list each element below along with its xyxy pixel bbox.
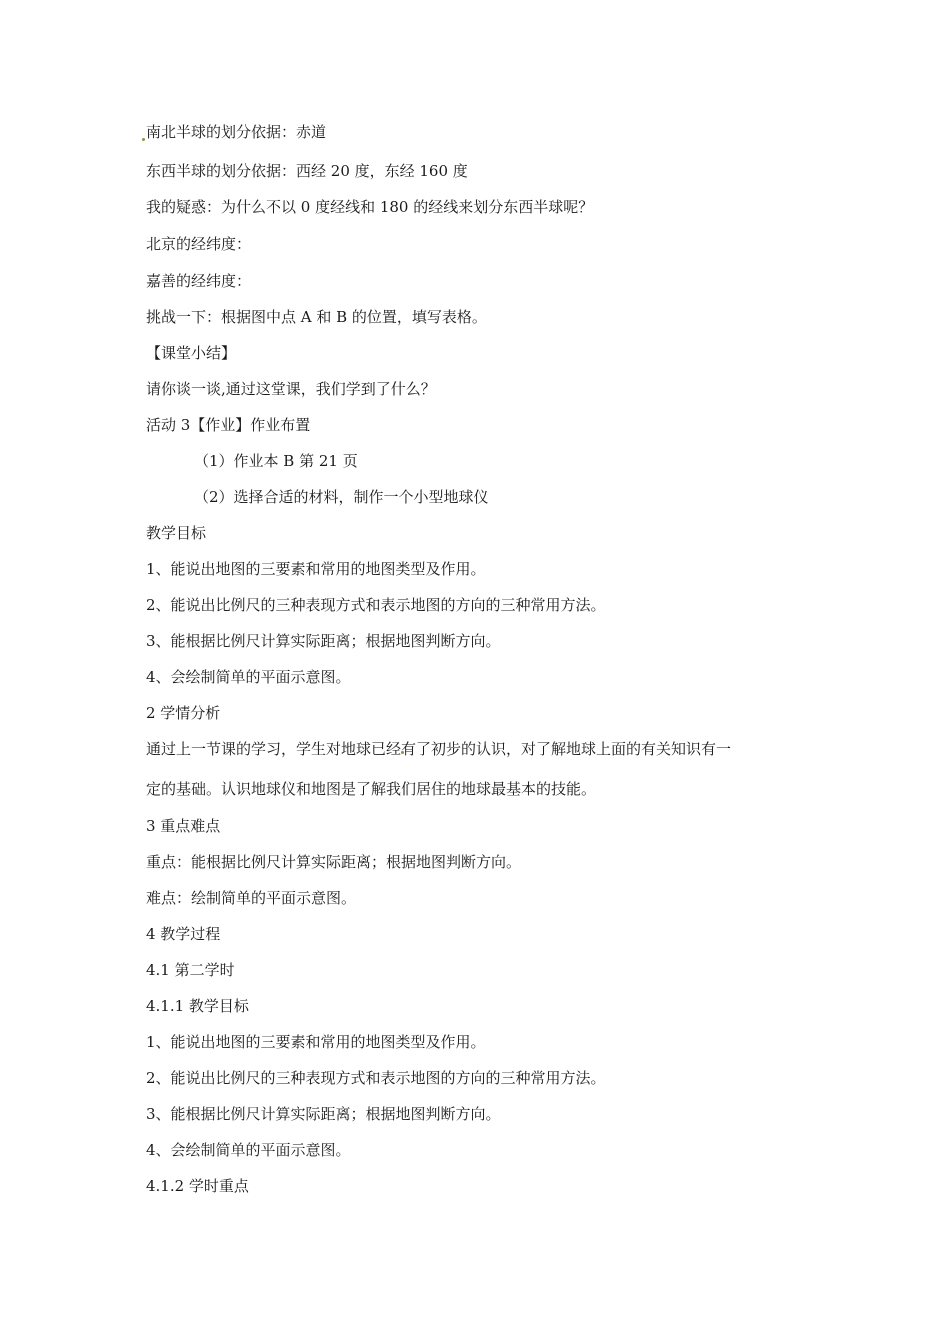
list-item: （1）作业本 B 第 21 页 xyxy=(194,452,358,470)
text-line: 活动 3【作业】作业布置 xyxy=(146,416,311,434)
text-line: 北京的经纬度： xyxy=(146,235,252,253)
text-line: 1、能说出地图的三要素和常用的地图类型及作用。 xyxy=(146,560,486,578)
section-heading: 2 学情分析 xyxy=(146,704,221,722)
section-heading: 4.1.1 教学目标 xyxy=(146,997,249,1015)
text-line: 难点：绘制简单的平面示意图。 xyxy=(146,889,357,907)
text-line: 2、能说出比例尺的三种表现方式和表示地图的方向的三种常用方法。 xyxy=(146,1069,606,1087)
text-line: 重点：能根据比例尺计算实际距离；根据地图判断方向。 xyxy=(146,853,522,871)
bullet-dot xyxy=(142,138,145,141)
text-line: 1、能说出地图的三要素和常用的地图类型及作用。 xyxy=(146,1033,486,1051)
text-line: 我的疑惑：为什么不以 0 度经线和 180 的经线来划分东西半球呢？ xyxy=(146,198,594,216)
list-item: （2）选择合适的材料，制作一个小型地球仪 xyxy=(194,488,489,506)
text-line: 嘉善的经纬度： xyxy=(146,272,252,290)
text-line: 3、能根据比例尺计算实际距离；根据地图判断方向。 xyxy=(146,632,501,650)
text-line: 东西半球的划分依据：西经 20 度，东经 160 度 xyxy=(146,162,468,180)
text-line: 定的基础。认识地球仪和地图是了解我们居住的地球最基本的技能。 xyxy=(146,780,597,798)
text-line: 南北半球的划分依据：赤道 xyxy=(146,123,327,141)
text-line: 4、会绘制简单的平面示意图。 xyxy=(146,668,351,686)
text-line: 4、会绘制简单的平面示意图。 xyxy=(146,1141,351,1159)
text-line: 请你谈一谈,通过这堂课，我们学到了什么？ xyxy=(146,380,436,398)
section-heading: 3 重点难点 xyxy=(146,817,221,835)
text-line: 3、能根据比例尺计算实际距离；根据地图判断方向。 xyxy=(146,1105,501,1123)
section-heading: 教学目标 xyxy=(146,524,207,542)
text-line: 通过上一节课的学习，学生对地球已经有了初步的认识，对了解地球上面的有关知识有一 xyxy=(146,740,732,758)
section-heading: 4.1 第二学时 xyxy=(146,961,235,979)
text-line: 2、能说出比例尺的三种表现方式和表示地图的方向的三种常用方法。 xyxy=(146,596,606,614)
section-heading: 4 教学过程 xyxy=(146,925,221,943)
section-heading: 4.1.2 学时重点 xyxy=(146,1177,249,1195)
text-line: 挑战一下：根据图中点 A 和 B 的位置，填写表格。 xyxy=(146,308,487,326)
section-heading: 【课堂小结】 xyxy=(146,344,237,362)
